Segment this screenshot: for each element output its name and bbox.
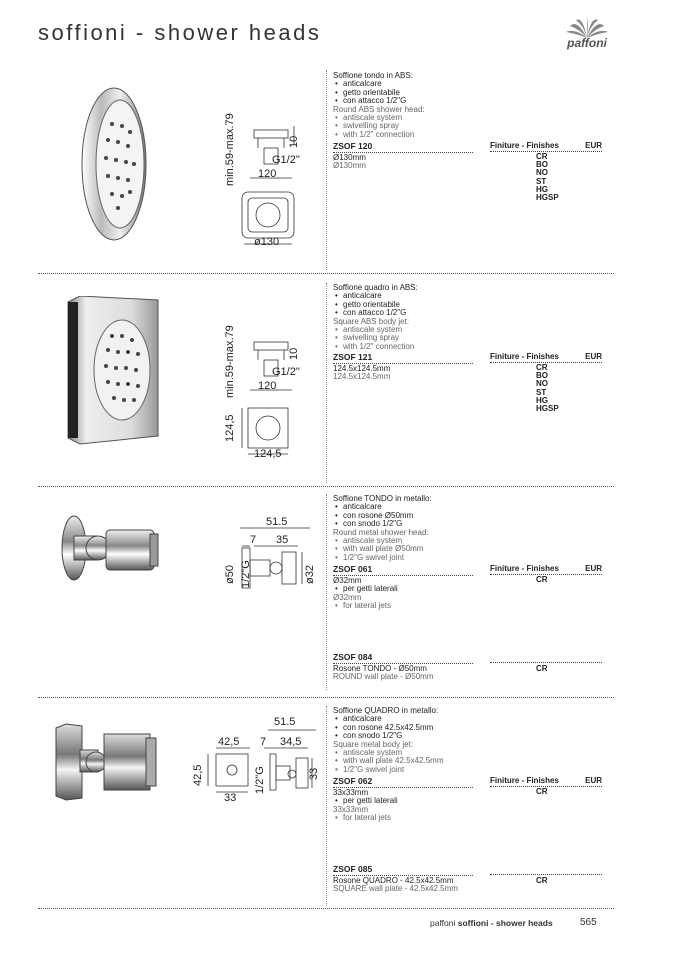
finish-code: CR [536,876,548,885]
dim-total: 51.5 [274,716,296,728]
footer [430,918,553,928]
dim-head: ø32 [304,565,316,584]
dim-height: min.59-max.79 [224,325,236,398]
finishes-rule [490,874,602,875]
desc-en-item: • swivelling spray [333,334,493,342]
finish-code: CR [536,363,548,372]
desc-en-item: • with 1/2" connection [333,343,493,351]
dim-plate-width: 42,5 [218,736,240,748]
finish-code: ST [536,176,547,186]
finishes-rule [490,662,602,663]
desc-it-title: Soffione TONDO in metallo: [333,494,432,503]
desc-en-item: • 1/2"G swivel joint [333,766,493,774]
product-description-3 [333,495,493,562]
finish-code: CR [536,787,548,796]
finish-code: HG [536,184,548,194]
finish-code: HGSP [536,193,559,203]
desc-en-item: • antiscale system [333,114,493,122]
size-it-item: • per getti laterali [333,585,398,593]
product-size [333,577,398,611]
dim-plate-height: 42,5 [192,764,204,786]
finish-code: CR [536,575,548,584]
finishes-label: Finiture - Finishes [490,141,559,150]
footer-brand: paffoni [430,918,456,928]
dim-a: 7 [250,534,257,546]
section-divider [38,697,614,698]
product-code: ZSOF 120 [333,141,473,153]
finishes-header [490,564,602,575]
size-en: SQUARE wall plate - 42.5x42.5mm [333,884,458,894]
finish-code: HG [536,395,548,405]
finishes-list [536,788,548,796]
product-code: ZSOF 084 [333,652,473,664]
product-description-2 [333,284,493,351]
size-en-item: • for lateral jets [333,814,398,822]
desc-en-title: Square metal body jet: [333,739,414,749]
product-photo-square-abs [66,296,162,451]
finish-code: CR [536,664,548,673]
size-en-item: • for lateral jets [333,602,398,610]
desc-it-title: Soffione QUADRO in metallo: [333,706,439,715]
desc-en-item: • with wall plate Ø50mm [333,545,493,553]
finish-code: NO [536,379,548,389]
section-divider [38,908,614,909]
desc-it-item: • con snodo 1/2"G [333,520,493,528]
finish-code: ST [536,387,547,397]
dim-base: 33 [224,792,237,804]
product-code: ZSOF 062 [333,776,473,788]
currency-label: EUR [585,776,602,785]
page-number: 565 [580,917,597,928]
finishes-header [490,352,602,363]
desc-it-item: • con attacco 1/2"G [333,97,493,105]
currency-label: EUR [585,141,602,150]
dim-side-horizontal: 124,5 [254,448,282,460]
dim-diameter: ø130 [254,236,280,248]
finishes-label: Finiture - Finishes [490,564,559,573]
desc-it-item: • anticalcare [333,715,493,723]
desc-it-item: • anticalcare [333,292,493,300]
product-description-1 [333,72,493,139]
finishes-list [536,364,559,413]
size-en: 124.5x124.5mm [333,372,391,382]
desc-it-item: • con snodo 1/2"G [333,732,493,740]
finishes-list [536,576,548,584]
desc-it-item: • getto orientabile [333,301,493,309]
logo-wordmark: paffoni [567,36,607,50]
finish-code: HGSP [536,404,559,414]
size-it: Rosone QUADRO - 42.5x42.5mm [333,876,454,885]
desc-it-item: • anticalcare [333,503,493,511]
product-size [333,789,398,823]
size-en: ROUND wall plate - Ø50mm [333,672,434,682]
finishes-header [490,141,602,152]
finishes-label: Finiture - Finishes [490,352,559,361]
size-it: Ø32mm [333,576,362,585]
finishes-label: Finiture - Finishes [490,776,559,785]
size-en: 33x33mm [333,804,369,814]
desc-en-title: Round ABS shower head: [333,104,425,114]
currency-label: EUR [585,352,602,361]
footer-section: soffioni - shower heads [457,918,553,928]
size-it-item: • per getti laterali [333,797,398,805]
product-photo-square-metal [54,722,162,807]
product-size [333,154,366,171]
dim-b: 35 [276,534,289,546]
desc-it-item: • con rosone 42.5x42.5mm [333,724,493,732]
brand-logo [556,16,618,54]
finish-code: BO [536,371,548,381]
dim-head: 33 [308,767,320,780]
desc-en-item: • antiscale system [333,749,493,757]
desc-en-title: Round metal shower head: [333,527,429,537]
size-it: Rosone TONDO - Ø50mm [333,664,427,673]
dim-thread: 1/2"G [254,766,266,794]
dim-thread: 1/2"G [240,560,252,588]
product-code: ZSOF 061 [333,564,473,576]
dim-thread: G1/2" [272,154,300,166]
section-divider [38,273,614,274]
technical-drawing-4 [188,714,322,815]
desc-it-item: • anticalcare [333,80,493,88]
desc-en-title: Square ABS body jet: [333,316,410,326]
size-it: Ø130mm [333,153,366,162]
dim-thread: G1/2" [272,366,300,378]
dim-width: 120 [258,168,277,180]
column-divider [326,706,327,906]
page-title: soffioni - shower heads [38,20,322,45]
dim-plate: ø50 [224,565,236,584]
dim-b: 34,5 [280,736,302,748]
desc-en-item: • with wall plate 42.5x42.5mm [333,757,493,765]
product-size [333,665,433,682]
dim-depth: 10 [288,347,300,360]
technical-drawing-1 [224,104,314,259]
finishes-list [536,877,548,885]
size-it: 124.5x124.5mm [333,364,391,373]
dim-total: 51.5 [266,516,288,528]
column-divider [326,494,327,690]
desc-en-item: • with 1/2" connection [333,131,493,139]
technical-drawing-3 [220,512,320,597]
section-divider [38,486,614,487]
dim-side-vertical: 124,5 [224,414,236,442]
dim-width: 120 [258,380,277,392]
product-size [333,877,458,894]
finishes-header [490,776,602,787]
finishes-list [536,665,548,673]
finish-code: CR [536,152,548,161]
size-en: Ø130mm [333,161,366,171]
column-divider [326,70,327,270]
size-it: 33x33mm [333,788,369,797]
size-en: Ø32mm [333,592,362,602]
dim-height: min.59-max.79 [224,113,236,186]
dim-a: 7 [260,736,267,748]
product-code: ZSOF 085 [333,864,473,876]
desc-en-item: • antiscale system [333,537,493,545]
column-divider [326,283,327,483]
finish-code: BO [536,160,548,170]
desc-it-item: • con rosone Ø50mm [333,512,493,520]
product-code: ZSOF 121 [333,352,473,364]
desc-en-item: • antiscale system [333,326,493,334]
desc-it-item: • con attacco 1/2"G [333,309,493,317]
desc-it-title: Soffione tondo in ABS: [333,71,413,80]
product-size [333,365,390,382]
currency-label: EUR [585,564,602,573]
desc-it-item: • getto orientabile [333,89,493,97]
desc-en-item: • swivelling spray [333,122,493,130]
product-photo-round-abs [74,84,154,249]
product-description-4 [333,707,493,774]
desc-it-title: Soffione quadro in ABS: [333,283,418,292]
product-photo-round-metal [58,510,166,591]
technical-drawing-2 [224,316,314,471]
desc-en-item: • 1/2"G swivel joint [333,554,493,562]
dim-depth: 10 [288,135,300,148]
finish-code: NO [536,168,548,178]
finishes-list [536,153,559,202]
